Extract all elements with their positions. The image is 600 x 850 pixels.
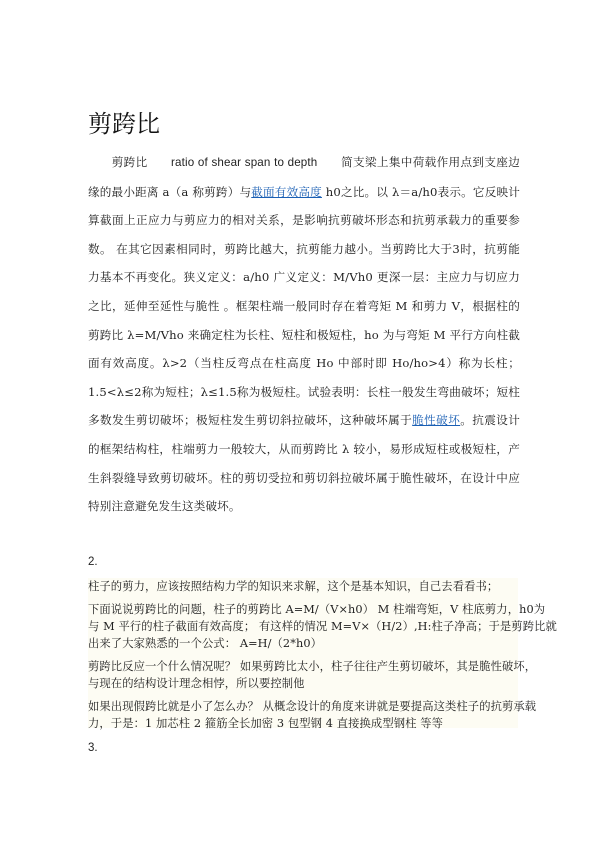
section-number-3: 3. [88,742,98,754]
qa-item: 剪跨比反应一个什么情况呢？ 如果剪跨比太小，柱子往往产生剪切破坏，其是脆性破坏， 与现在的结构设计理念相悖，所以要控制他 [88,660,537,690]
qa-item: 如果出现假跨比就是小了怎么办？ 从概念设计的角度来讲就是要提高这类柱子的抗剪承载 力，于是：1 加芯柱 2 箍筋全长加密 3 包型钢 4 直接换成型钢柱 等等 [88,700,537,730]
page-title: 剪跨比 [88,110,160,139]
qa-item: 柱子的剪力，应该按照结构力学的知识来求解，这个是基本知识，自己去看看书； [88,580,499,593]
definition-part-a: 简支梁上集中荷载作用点到支座边缘的最小距离 a（a 称剪跨）与 [88,155,520,199]
qa-item: 下面说说剪跨比的问题，柱子的剪跨比 A=M/（V×h0） M 柱端弯矩，V 柱底剪力，h0为 与 M 平行的柱子截面有效高度； 有这样的情况 M=V×（H/2）,H:柱子净高；于是剪跨比就 出来了大家熟悉的一个公式： A=H/（2*h0） [88,603,557,650]
definition-part-b: h0之比。以 λ＝a/h0表示。它反映计算截面上正应力与剪应力的相对关系，是影响抗剪破坏形态和抗剪承载力的重要参数。 在其它因素相同时，剪跨比越大，抗剪能力越小。当剪跨比大于3时，抗剪能力基本不再变化。狭义定义：a/h0 广义定义：M/Vh0 更深一层：主应力与切应力之比，延伸至延性与脆性 。框架柱端一般同时存在着弯矩 M 和剪力 V，根据柱的剪跨比 λ=M/Vho 来确定柱为长柱、短柱和极短柱，ho 为与弯矩 M 平行方向柱截面有效高度。λ>2（当柱反弯点在柱高度 Ho 中部时即 Ho/ho>4）称为长柱；1.5<λ≤2称为短柱；λ≤1.5称为极短柱。试验表明：长柱一般发生弯曲破坏；短柱多数发生剪切破坏；极短柱发生剪切斜拉破坏，这种破坏属于 [88,184,520,428]
english-term: ratio of shear span to depth [171,156,318,169]
link-brittle-failure[interactable]: 脆性破坏 [412,413,461,428]
definition-paragraph [88,148,520,521]
link-effective-depth[interactable]: 截面有效高度 [251,184,322,199]
definition-part-c: 。抗震设计的框架结构柱，柱端剪力一般较大，从而剪跨比 λ 较小，易形成短柱或极短柱，产生斜裂缝导致剪切破坏。柱的剪切受拉和剪切斜拉破坏属于脆性破坏，在设计中应特别注意避免发生这类破坏。 [88,413,520,514]
qa-block [88,578,557,730]
section-number-2: 2. [88,556,98,568]
term: 剪跨比 [111,155,148,169]
